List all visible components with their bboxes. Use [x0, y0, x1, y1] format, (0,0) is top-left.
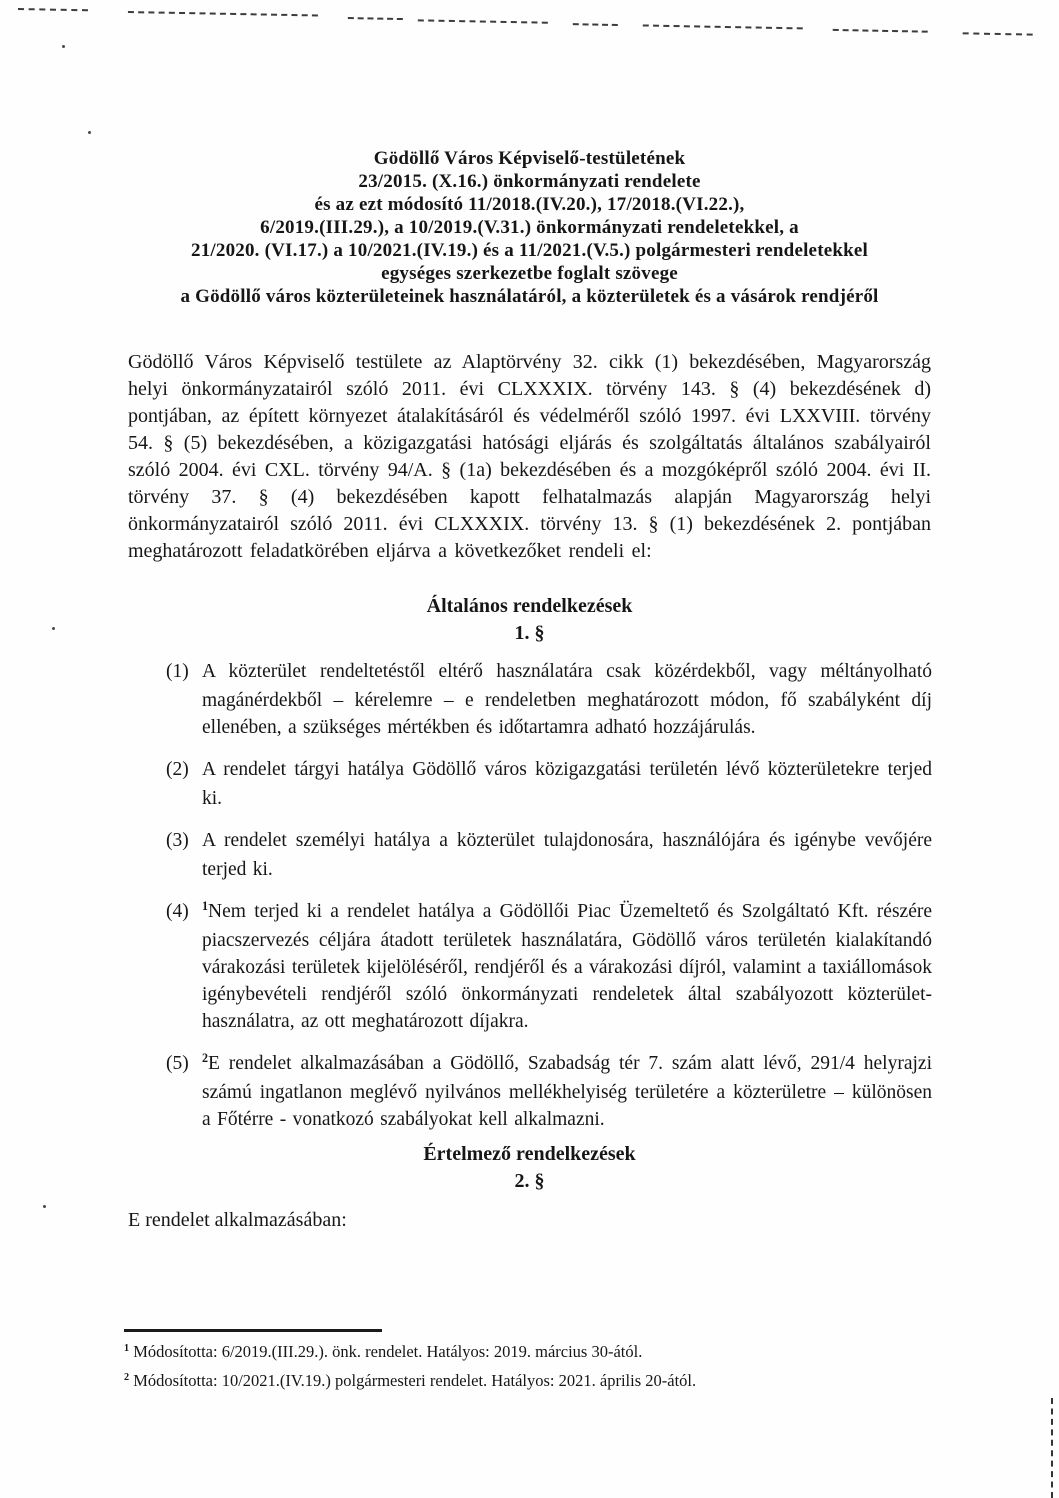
scan-speck	[62, 45, 65, 48]
title-line-4: 6/2019.(III.29.), a 10/2019.(V.31.) önkormányzati rendeletekkel, a	[260, 217, 799, 238]
section-2-number: 2. §	[514, 1170, 545, 1192]
item-number: (2)	[166, 759, 189, 780]
title-line-1: Gödöllő Város Képviselő-testületének	[373, 148, 686, 169]
scan-speck	[88, 131, 91, 134]
footnote-ref: 1	[202, 899, 209, 914]
footnote-1-number: 1	[124, 1343, 130, 1355]
item-text: A közterület rendeltetéstől eltérő használatára csak közérdekből, vagy méltányolható magánérdekből – kérelemre – e rendeletben meghatározott módon, fő szabályként díj ellenében, a szükséges mértékben és időtartamra adható hozzájárulás.	[202, 661, 932, 738]
scan-speck	[43, 1205, 46, 1208]
title-line-2: 23/2015. (X.16.) önkormányzati rendelete	[358, 171, 701, 192]
section-1-number: 1. §	[514, 622, 545, 644]
list-item	[166, 898, 932, 1035]
section-1-items	[166, 658, 932, 1148]
title-line-7: a Gödöllő város közterületeinek használatáról, a közterületek és a vásárok rendjéről	[180, 286, 879, 307]
footnote-2: $^2$ Módosította: 10/2021.(IV.19.) polgármesteri rendelet. Hatályos: 2021. április 20-ától.	[124, 1371, 697, 1390]
footnotes-block	[124, 1329, 854, 1397]
section-1-heading	[0, 593, 1059, 647]
scan-noise-top	[18, 8, 1048, 47]
list-item	[166, 827, 932, 883]
title-line-3: és az ezt módosító 11/2018.(IV.20.), 17/2018.(VI.22.),	[314, 194, 745, 215]
applies-line: E rendelet alkalmazásában:	[128, 1209, 347, 1231]
item-text: $^1$Nem terjed ki a rendelet hatálya a Gödöllői Piac Üzemeltető és Szolgáltató Kft. részére piacszervezés céljára átadott területek használatára, Gödöllő város területén kialakítandó várakozási területek kijelöléséről, rendjéről és a várakozási díjról, valamint a taxiállomások igénybevételi rendjéről szóló önkormányzati rendeletek által szabályozott közterület-használatra, az ott meghatározott díjakra.	[202, 899, 932, 1032]
list-item	[166, 1050, 932, 1133]
preamble-paragraph: Gödöllő Város Képviselő testülete az Alaptörvény 32. cikk (1) bekezdésében, Magyarország helyi önkormányzatairól szóló 2011. évi CLXXXIX. törvény 143. § (4) bekezdésének d) pontjában, az épített környezet átalakításáról és védelméről szóló 1997. évi LXXVIII. törvény 54. § (5) bekezdésében, a közigazgatási hatósági eljárás és szolgáltatás általános szabályairól szóló 2004. évi CXL. törvény 94/A. § (1a) bekezdésében és a mozgóképről szóló 2004. évi II. törvény 37. § (4) bekezdésében kapott felhatalmazás alapján Magyarország helyi önkormányzatairól szóló 2011. évi CLXXXIX. törvény 13. § (1) bekezdésének 2. pontjában meghatározott feladatkörében eljárva a következőket rendeli el:	[128, 351, 931, 562]
list-item	[166, 756, 932, 812]
item-text: $^2$E rendelet alkalmazásában a Gödöllő, Szabadság tér 7. szám alatt lévő, 291/4 helyrajzi számú ingatlanon meglévő nyilvános mellékhelyiség területére a közterületre – különösen a Főtérre - vonatkozó szabályokat kell alkalmazni.	[202, 1051, 932, 1130]
item-text: A rendelet tárgyi hatálya Gödöllő város közigazgatási területén lévő közterületekre terjed ki.	[202, 759, 932, 809]
item-number: (1)	[166, 661, 189, 682]
title-line-5: 21/2020. (VI.17.) a 10/2021.(IV.19.) és a 11/2021.(V.5.) polgármesteri rendeletekkel	[191, 240, 868, 261]
item-text: A rendelet személyi hatálya a közterület tulajdonosára, használójára és igénybe vevőjére terjed ki.	[202, 830, 932, 880]
document-title-block	[0, 147, 1059, 308]
footnote-ref: 2	[202, 1051, 209, 1066]
section-1-title: Általános rendelkezések	[426, 595, 633, 617]
section-2-title: Értelmező rendelkezések	[423, 1143, 636, 1165]
item-number: (3)	[166, 830, 189, 851]
section-2-heading	[0, 1141, 1059, 1195]
footnote-1: $^1$ Módosította: 6/2019.(III.29.). önk. rendelet. Hatályos: 2019. március 30-ától.	[124, 1342, 643, 1361]
footnote-2-number: 2	[124, 1372, 130, 1384]
item-number: (4)	[166, 901, 189, 922]
list-item	[166, 658, 932, 741]
title-line-6: egységes szerkezetbe foglalt szövege	[381, 263, 678, 284]
scan-noise-right-edge	[1051, 1398, 1053, 1498]
footnote-separator	[124, 1329, 382, 1332]
item-number: (5)	[166, 1053, 189, 1074]
